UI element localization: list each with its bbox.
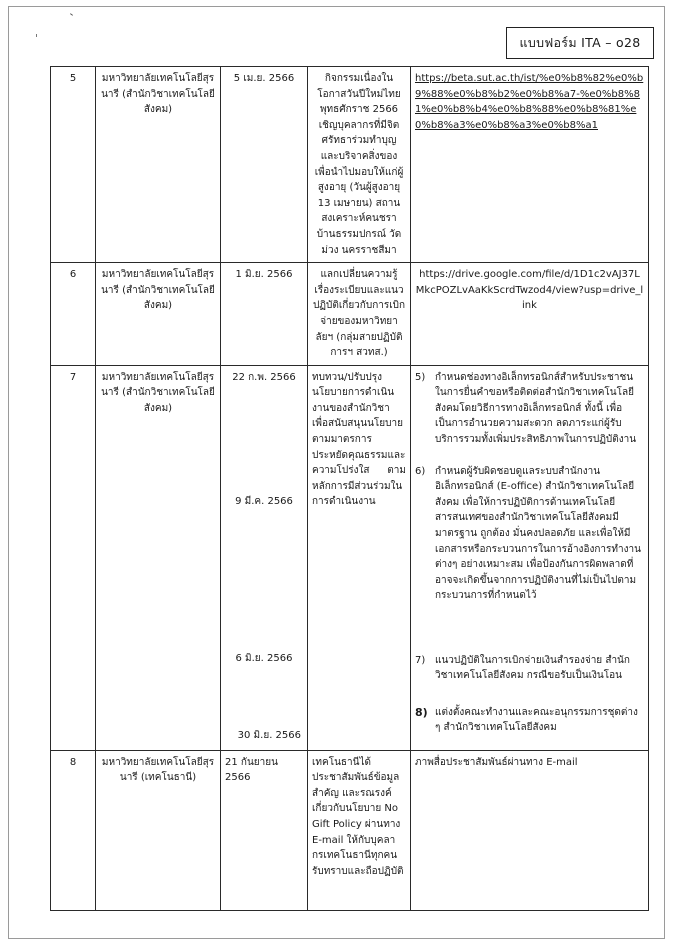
table-row xyxy=(51,750,649,910)
item-text: กำหนดผู้รับผิดชอบดูแลระบบสำนักงานอิเล็กทรอนิกส์ (E-office) สำนักวิชาเทคโนโลยีสังคม เพื่อให้การปฏิบัติการด้านเทคโนโลยีสารสนเทศของสำนักวิชาเทคโนโลยีสังคมมีมาตรฐาน ถูกต้อง มั่นคงปลอดภัย และเพื่อให้มีเอกสารหรือกระบวนการในการอ้างอิงการทำงานต่างๆ อย่างเหมาะสม เพื่อป้องกันการผิดพลาดที่อาจจะเกิดขึ้นจากการปฏิบัติงานที่ไม่เป็นไปตามกระบวนการที่กำหนดไว้ xyxy=(435,465,641,602)
activity-table xyxy=(50,66,649,911)
list-item xyxy=(415,653,644,684)
organization-cell: มหาวิทยาลัยเทคโนโลยีสุรนารี (สำนักวิชาเทคโนโลยีสังคม) xyxy=(96,263,221,366)
item-text: แนวปฏิบัติในการเบิกจ่ายเงินสำรองจ่าย สำนักวิชาเทคโนโลยีสังคม กรณีขอรับเป็นเงินโอน xyxy=(435,654,630,682)
row-number: 5 xyxy=(51,67,96,263)
activity-cell: กิจกรรมเนื่องในโอกาสวันปีใหม่ไทย พุทธศักราช 2566 เชิญบุคลากรที่มีจิตศรัทธาร่วมทำบุญ และบริจาคสิ่งของ เพื่อนำไปมอบให้แก่ผู้สูงอายุ (วันผู้สูงอายุ 13 เมษายน) สถานสงเคราะห์คนชราบ้านธรรมปกรณ์ วัดม่วง นครราชสีมา xyxy=(308,67,411,263)
activity-cell: เทคโนธานีได้ประชาสัมพันธ์ข้อมูลสำคัญ และรณรงค์เกี่ยวกับนโยบาย No Gift Policy ผ่านทาง E-mail ให้กับบุคลากรเทคโนธานีทุกคนรับทราบและถือปฏิบัติ xyxy=(308,750,411,910)
row-number: 6 xyxy=(51,263,96,366)
organization-cell: มหาวิทยาลัยเทคโนโลยีสุรนารี (สำนักวิชาเทคโนโลยีสังคม) xyxy=(96,67,221,263)
item-text: กำหนดช่องทางอิเล็กทรอนิกส์สำหรับประชาชนในการยื่นคำขอหรือติดต่อสำนักวิชาเทคโนโลยีสังคมโดยวิธีการทางอิเล็กทรอนิกส์ ทั้งนี้ เพื่อเป็นการอำนวยความสะดวก ลดภาระแก่ผู้รับบริการรวมทั้งเพิ่มประสิทธิภาพในการปฏิบัติงาน xyxy=(435,371,637,446)
date-entry: 30 มิ.ย. 2566 xyxy=(237,729,301,741)
list-item xyxy=(415,705,644,736)
list-item xyxy=(415,370,644,448)
evidence-link[interactable]: https://beta.sut.ac.th/ist/%e0%b8%82%e0%b9%88%e0%b8%b2%e0%b8%a7-%e0%b8%81%e0%b8%b4%e0%b8%88%e0%b8%81%e0%b8%a3%e0%b8%a3%e0%b8%a1 xyxy=(415,73,644,131)
item-number: 5) xyxy=(415,371,426,383)
activity-cell: ทบทวน/ปรับปรุงนโยบายการดำเนินงานของสำนักวิชา เพื่อสนับสนุนนโยบายตามมาตรการประหยัดคุณธรรมและความโปร่งใส ตามหลักการมีส่วนร่วมในการดำเนินงาน xyxy=(308,365,411,750)
table-row xyxy=(51,365,649,750)
evidence-cell: ภาพสื่อประชาสัมพันธ์ผ่านทาง E-mail xyxy=(411,750,649,910)
item-number: 8) xyxy=(415,705,428,719)
organization-cell: มหาวิทยาลัยเทคโนโลยีสุรนารี (เทคโนธานี) xyxy=(96,750,221,910)
row-number: 7 xyxy=(51,365,96,750)
date-cell xyxy=(221,365,308,750)
form-code-box: แบบฟอร์ม ITA – o28 xyxy=(506,27,654,59)
table-row xyxy=(51,263,649,366)
date-entry: 6 มิ.ย. 2566 xyxy=(235,652,293,664)
list-item xyxy=(415,464,644,604)
activity-cell: แลกเปลี่ยนความรู้ เรื่องระเบียบและแนวปฏิบัติเกี่ยวกับการเบิกจ่ายของมหาวิทยาลัยฯ (กลุ่มสายปฏิบัติการฯ สวทส.) xyxy=(308,263,411,366)
table-row xyxy=(51,67,649,263)
date-cell: 1 มิ.ย. 2566 xyxy=(221,263,308,366)
date-cell: 5 เม.ย. 2566 xyxy=(221,67,308,263)
evidence-link[interactable]: https://drive.google.com/file/d/1D1c2vAJ37LMkcPOZLvAaKkScrdTwzod4/view?usp=drive_link xyxy=(415,269,644,312)
scan-mark xyxy=(36,34,37,37)
evidence-cell xyxy=(411,67,649,263)
item-number: 7) xyxy=(415,654,426,666)
row-number: 8 xyxy=(51,750,96,910)
date-cell: 21 กันยายน 2566 xyxy=(221,750,308,910)
date-entry: 9 มี.ค. 2566 xyxy=(235,495,293,507)
item-number: 6) xyxy=(415,465,426,477)
evidence-cell xyxy=(411,263,649,366)
date-entry: 22 ก.พ. 2566 xyxy=(232,371,296,383)
item-text: แต่งตั้งคณะทำงานและคณะอนุกรรมการชุดต่าง ๆ สำนักวิชาเทคโนโลยีสังคม xyxy=(435,706,638,734)
evidence-cell xyxy=(411,365,649,750)
organization-cell: มหาวิทยาลัยเทคโนโลยีสุรนารี (สำนักวิชาเทคโนโลยีสังคม) xyxy=(96,365,221,750)
